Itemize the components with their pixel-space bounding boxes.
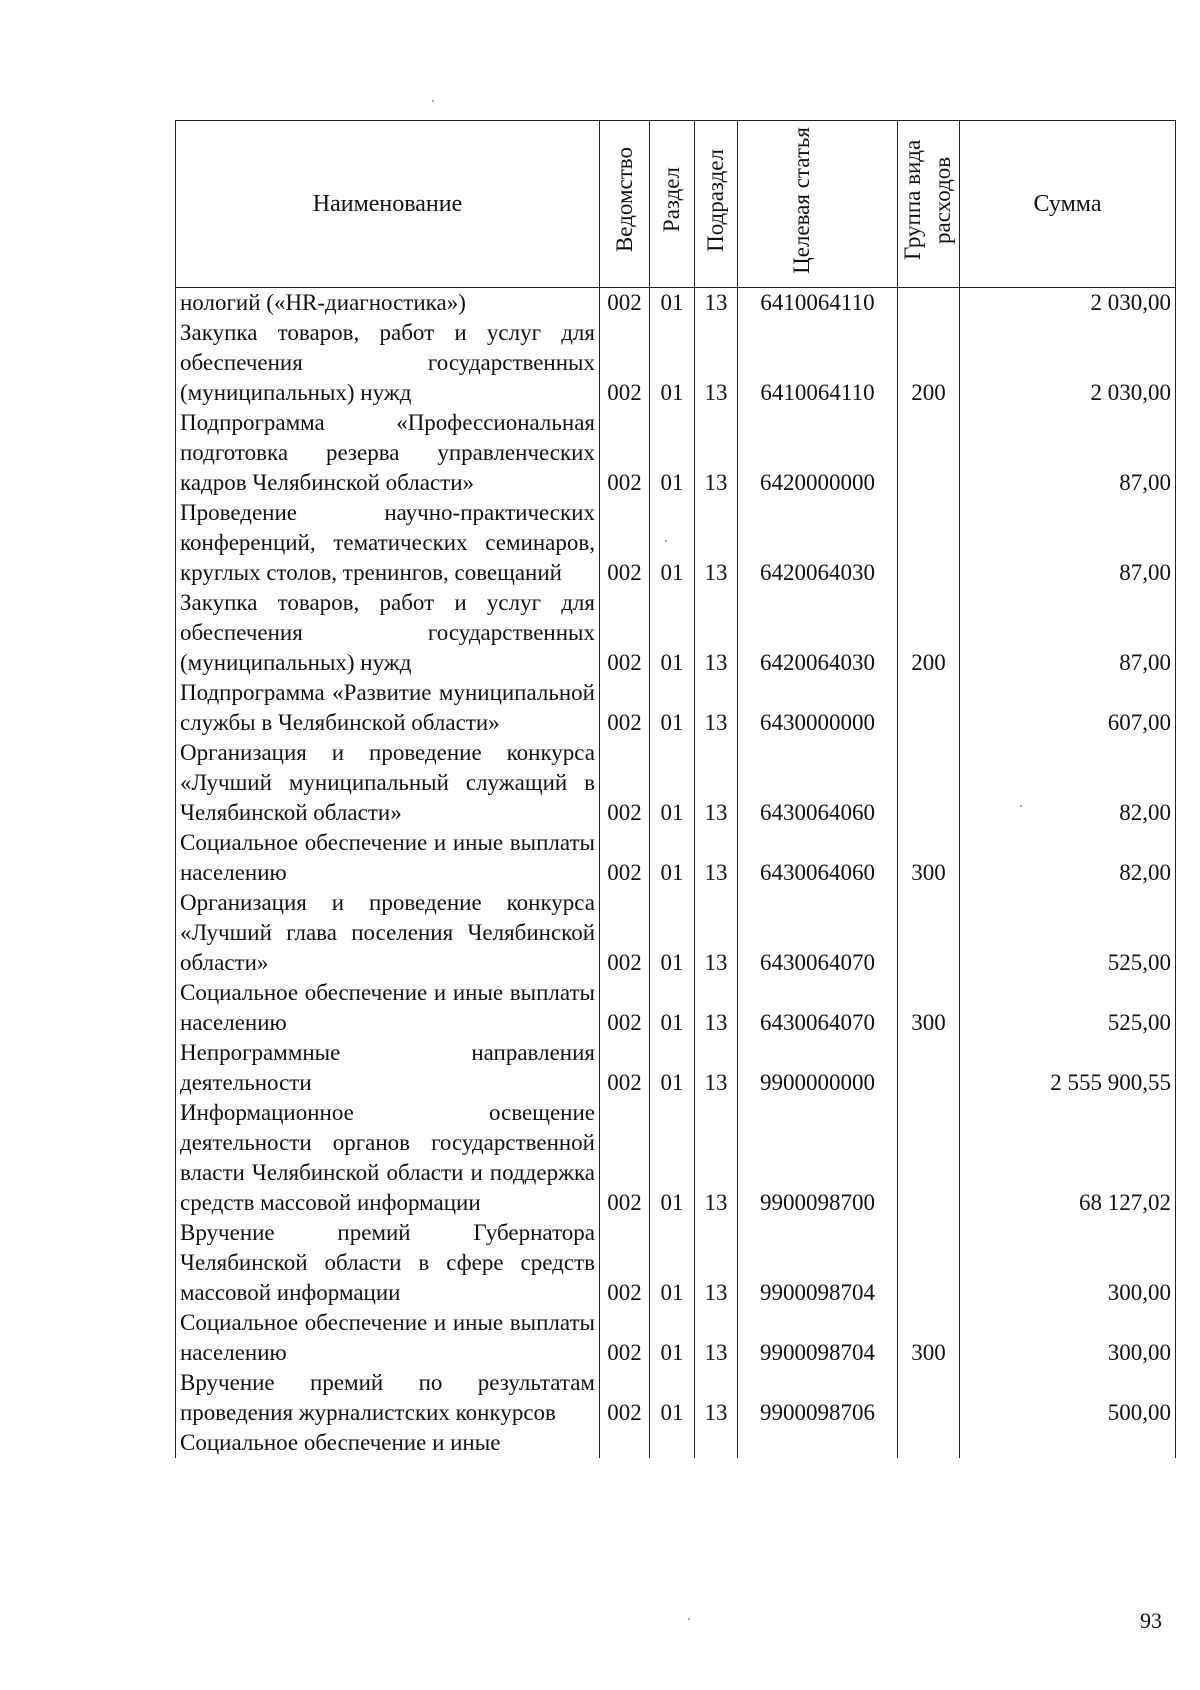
cell-amount: 607,00 <box>960 678 1176 738</box>
cell-amount: 300,00 <box>960 1308 1176 1368</box>
cell-amount: 82,00 <box>960 828 1176 888</box>
cell-subsection: 13 <box>695 1098 738 1218</box>
header-dept: Ведомство <box>600 121 650 288</box>
cell-name: Социальное обеспечение и иные выплаты населению <box>176 1308 600 1368</box>
cell-group: 200 <box>898 318 960 408</box>
header-subsection: Подраздел <box>695 121 738 288</box>
table-row <box>176 888 1176 978</box>
cell-group: 300 <box>898 978 960 1038</box>
cell-amount: 87,00 <box>960 408 1176 498</box>
cell-section: 01 <box>650 288 695 319</box>
cell-dept: 002 <box>600 828 650 888</box>
cell-section: 01 <box>650 1308 695 1368</box>
cell-group <box>898 678 960 738</box>
cell-dept: 002 <box>600 1038 650 1098</box>
table-row <box>176 678 1176 738</box>
cell-section: 01 <box>650 408 695 498</box>
cell-amount <box>960 1428 1176 1458</box>
cell-name: Подпрограмма «Профессиональная подготовка резерва управленческих кадров Челябинской области» <box>176 408 600 498</box>
cell-amount: 500,00 <box>960 1368 1176 1428</box>
cell-target: 6420064030 <box>738 588 898 678</box>
header-amount: Сумма <box>960 121 1176 288</box>
cell-group <box>898 1098 960 1218</box>
cell-section: 01 <box>650 678 695 738</box>
cell-dept: 002 <box>600 288 650 319</box>
cell-amount: 2 555 900,55 <box>960 1038 1176 1098</box>
cell-subsection: 13 <box>695 1368 738 1428</box>
page-number: 93 <box>1140 1608 1162 1633</box>
cell-name: нологий («HR-диагностика») <box>176 288 600 319</box>
cell-target: 9900098700 <box>738 1098 898 1218</box>
cell-dept: 002 <box>600 1368 650 1428</box>
cell-group: 300 <box>898 828 960 888</box>
cell-section: 01 <box>650 978 695 1038</box>
cell-target: 6410064110 <box>738 288 898 319</box>
cell-section: 01 <box>650 1038 695 1098</box>
cell-target: 6430064070 <box>738 978 898 1038</box>
cell-section <box>650 1428 695 1458</box>
cell-group <box>898 1038 960 1098</box>
cell-target: 6420064030 <box>738 498 898 588</box>
cell-subsection: 13 <box>695 588 738 678</box>
cell-subsection: 13 <box>695 288 738 319</box>
cell-subsection: 13 <box>695 828 738 888</box>
cell-subsection: 13 <box>695 408 738 498</box>
cell-dept: 002 <box>600 588 650 678</box>
cell-group <box>898 888 960 978</box>
table-row <box>176 828 1176 888</box>
cell-name: Проведение научно-практических конференций, тематических семинаров, круглых столов, тренингов, совещаний <box>176 498 600 588</box>
cell-dept: 002 <box>600 888 650 978</box>
cell-section: 01 <box>650 738 695 828</box>
cell-subsection: 13 <box>695 318 738 408</box>
cell-target: 6430000000 <box>738 678 898 738</box>
cell-amount: 525,00 <box>960 888 1176 978</box>
cell-target: 6430064070 <box>738 888 898 978</box>
cell-target: 9900000000 <box>738 1038 898 1098</box>
table-row <box>176 318 1176 408</box>
cell-section: 01 <box>650 1098 695 1218</box>
cell-name: Социальное обеспечение и иные <box>176 1428 600 1458</box>
header-exp-group: Группа вида расходов <box>898 121 960 288</box>
table-row <box>176 288 1176 319</box>
cell-section: 01 <box>650 498 695 588</box>
table-row <box>176 978 1176 1038</box>
cell-name: Вручение премий по результатам проведения журналистских конкурсов <box>176 1368 600 1428</box>
cell-dept: 002 <box>600 408 650 498</box>
header-target: Целевая статья <box>738 121 898 288</box>
cell-subsection: 13 <box>695 1038 738 1098</box>
cell-name: Организация и проведение конкурса «Лучший муниципальный служащий в Челябинской области» <box>176 738 600 828</box>
cell-amount: 82,00 <box>960 738 1176 828</box>
cell-dept: 002 <box>600 318 650 408</box>
cell-amount: 2 030,00 <box>960 318 1176 408</box>
cell-target: 9900098704 <box>738 1218 898 1308</box>
cell-group <box>898 738 960 828</box>
cell-target: 6430064060 <box>738 738 898 828</box>
cell-dept: 002 <box>600 1098 650 1218</box>
cell-name: Информационное освещение деятельности органов государственной власти Челябинской области и поддержка средств массовой информации <box>176 1098 600 1218</box>
cell-group <box>898 498 960 588</box>
cell-group <box>898 1368 960 1428</box>
cell-subsection: 13 <box>695 498 738 588</box>
cell-target: 9900098706 <box>738 1368 898 1428</box>
table-row <box>176 1428 1176 1458</box>
cell-section: 01 <box>650 588 695 678</box>
budget-table <box>175 120 1176 1458</box>
cell-section: 01 <box>650 318 695 408</box>
cell-target: 6420000000 <box>738 408 898 498</box>
cell-group: 300 <box>898 1308 960 1368</box>
cell-section: 01 <box>650 1218 695 1308</box>
cell-name: Организация и проведение конкурса «Лучший глава поселения Челябинской области» <box>176 888 600 978</box>
header-section: Раздел <box>650 121 695 288</box>
cell-dept: 002 <box>600 498 650 588</box>
cell-amount: 525,00 <box>960 978 1176 1038</box>
cell-amount: 87,00 <box>960 498 1176 588</box>
header-name: Наименование <box>176 121 600 288</box>
cell-target <box>738 1428 898 1458</box>
cell-subsection: 13 <box>695 678 738 738</box>
cell-group <box>898 408 960 498</box>
cell-name: Закупка товаров, работ и услуг для обеспечения государственных (муниципальных) нужд <box>176 318 600 408</box>
table-row <box>176 588 1176 678</box>
cell-section: 01 <box>650 828 695 888</box>
cell-amount: 87,00 <box>960 588 1176 678</box>
cell-name: Непрограммные направления деятельности <box>176 1038 600 1098</box>
table-row <box>176 1098 1176 1218</box>
cell-dept: 002 <box>600 738 650 828</box>
cell-subsection <box>695 1428 738 1458</box>
cell-subsection: 13 <box>695 888 738 978</box>
table-row <box>176 408 1176 498</box>
cell-dept: 002 <box>600 1218 650 1308</box>
cell-name: Закупка товаров, работ и услуг для обеспечения государственных (муниципальных) нужд <box>176 588 600 678</box>
cell-group <box>898 288 960 319</box>
cell-amount: 68 127,02 <box>960 1098 1176 1218</box>
cell-name: Подпрограмма «Развитие муниципальной службы в Челябинской области» <box>176 678 600 738</box>
cell-dept: 002 <box>600 678 650 738</box>
cell-subsection: 13 <box>695 1218 738 1308</box>
table-row <box>176 1368 1176 1428</box>
cell-subsection: 13 <box>695 738 738 828</box>
scan-speck <box>432 100 434 102</box>
cell-target: 6410064110 <box>738 318 898 408</box>
cell-group <box>898 1428 960 1458</box>
table-row <box>176 1038 1176 1098</box>
cell-name: Социальное обеспечение и иные выплаты населению <box>176 828 600 888</box>
table-row <box>176 738 1176 828</box>
table-row <box>176 498 1176 588</box>
cell-name: Вручение премий Губернатора Челябинской области в сфере средств массовой информации <box>176 1218 600 1308</box>
table-body <box>176 288 1176 1459</box>
cell-subsection: 13 <box>695 1308 738 1368</box>
cell-dept <box>600 1428 650 1458</box>
cell-section: 01 <box>650 888 695 978</box>
cell-name: Социальное обеспечение и иные выплаты населению <box>176 978 600 1038</box>
table-row <box>176 1308 1176 1368</box>
cell-target: 9900098704 <box>738 1308 898 1368</box>
cell-amount: 300,00 <box>960 1218 1176 1308</box>
cell-subsection: 13 <box>695 978 738 1038</box>
cell-group <box>898 1218 960 1308</box>
cell-dept: 002 <box>600 978 650 1038</box>
cell-section: 01 <box>650 1368 695 1428</box>
scan-speck <box>688 1618 690 1620</box>
cell-group: 200 <box>898 588 960 678</box>
cell-target: 6430064060 <box>738 828 898 888</box>
cell-amount: 2 030,00 <box>960 288 1176 319</box>
cell-dept: 002 <box>600 1308 650 1368</box>
table-row <box>176 1218 1176 1308</box>
table-header-row <box>176 121 1176 288</box>
